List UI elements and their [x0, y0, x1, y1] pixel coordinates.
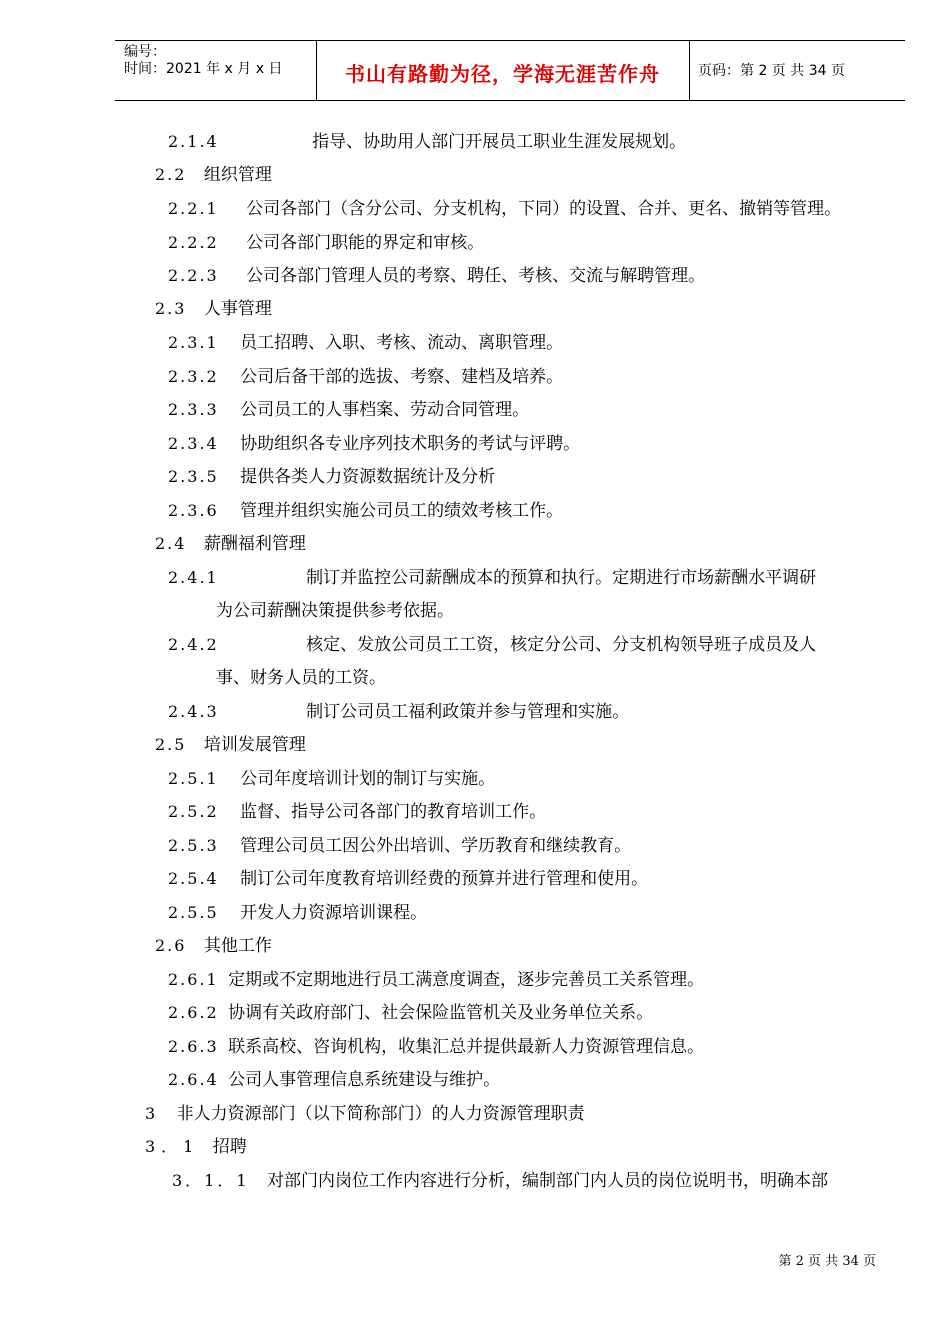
list-item: [168, 835, 631, 857]
item-text: 招聘: [212, 1137, 247, 1157]
item-number: 2.1.4: [168, 132, 219, 151]
section-heading: [145, 1136, 247, 1158]
item-text: 公司年度培训计划的制订与实施。: [240, 769, 496, 789]
item-text: 定期或不定期地进行员工满意度调查，逐步完善员工关系管理。: [228, 970, 705, 990]
list-item: [168, 399, 529, 421]
list-item: [168, 366, 563, 388]
list-item: [168, 902, 427, 924]
item-text: 管理并组织实施公司员工的绩效考核工作。: [240, 501, 564, 521]
item-number: 2.2.2: [168, 233, 219, 252]
section-heading: [155, 298, 272, 320]
item-number: 2.4.1: [168, 568, 219, 587]
list-item: [168, 567, 816, 589]
item-number: 2.5.3: [168, 836, 219, 855]
list-item: [168, 131, 686, 153]
item-number: 2.5.2: [168, 802, 219, 821]
item-number: 2.3.5: [168, 467, 219, 486]
item-text: 联系高校、咨询机构，收集汇总并提供最新人力资源管理信息。: [228, 1037, 705, 1057]
item-number: 2.5: [155, 735, 187, 754]
item-number: 2.2: [155, 165, 187, 184]
list-item-continuation: [216, 600, 454, 622]
item-number: 3．1: [145, 1137, 200, 1156]
item-text: 公司员工的人事档案、劳动合同管理。: [240, 400, 530, 420]
item-number: 2.6.1: [168, 970, 219, 989]
list-item: [172, 1170, 828, 1192]
list-item: [168, 701, 629, 723]
item-number: 2.6.3: [168, 1037, 219, 1056]
item-text: 事、财务人员的工资。: [216, 668, 386, 688]
list-item: [168, 265, 705, 287]
list-item-continuation: [216, 667, 386, 689]
item-number: 2.3.2: [168, 367, 219, 386]
list-item: [168, 868, 648, 890]
item-number: 2.5.1: [168, 769, 219, 788]
item-text: 制订公司年度教育培训经费的预算并进行管理和使用。: [240, 869, 649, 889]
header-motto: 书山有路勤为径，学海无涯苦作舟: [345, 62, 660, 86]
list-item: [168, 232, 484, 254]
item-number: 3．1．1: [172, 1171, 250, 1190]
item-text: 管理公司员工因公外出培训、学历教育和继续教育。: [240, 836, 632, 856]
section-heading: [155, 935, 272, 957]
header-page-info: 页码：第 2 页 共 34 页: [698, 63, 845, 79]
header-bottom-rule: [115, 100, 905, 101]
item-text: 公司后备干部的选拔、考察、建档及培养。: [240, 367, 564, 387]
item-text: 培训发展管理: [203, 735, 306, 755]
doc-number-label: 编号：: [124, 44, 166, 60]
doc-time-label: 时间：2021 年 x 月 x 日: [124, 61, 283, 77]
chapter-heading: [145, 1103, 585, 1125]
item-number: 2.3.1: [168, 333, 219, 352]
item-text: 公司各部门职能的界定和审核。: [246, 233, 485, 253]
list-item: [168, 634, 816, 656]
item-text: 公司人事管理信息系统建设与维护。: [228, 1070, 501, 1090]
item-number: 2.5.5: [168, 903, 219, 922]
item-number: 2.3.6: [168, 501, 219, 520]
list-item: [168, 500, 563, 522]
item-text: 非人力资源部门（以下简称部门）的人力资源管理职责: [176, 1104, 585, 1124]
list-item: [168, 332, 563, 354]
item-text: 薪酬福利管理: [203, 534, 306, 554]
item-text: 其他工作: [203, 936, 272, 956]
item-number: 2.4.2: [168, 635, 219, 654]
item-number: 2.2.3: [168, 266, 219, 285]
item-text: 指导、协助用人部门开展员工职业生涯发展规划。: [312, 132, 687, 152]
item-number: 2.6.4: [168, 1070, 219, 1089]
item-text: 组织管理: [203, 165, 272, 185]
list-item: [168, 1002, 653, 1024]
list-item: [168, 1069, 500, 1091]
item-text: 开发人力资源培训课程。: [240, 903, 428, 923]
item-number: 2.4: [155, 534, 187, 553]
item-number: 2.6: [155, 936, 187, 955]
list-item: [168, 969, 704, 991]
list-item: [168, 198, 841, 220]
list-item: [168, 466, 495, 488]
item-text: 制订公司员工福利政策并参与管理和实施。: [306, 702, 630, 722]
item-text: 公司各部门管理人员的考察、聘任、考核、交流与解聘管理。: [246, 266, 706, 286]
item-number: 3: [145, 1104, 158, 1123]
item-number: 2.4.3: [168, 702, 219, 721]
section-heading: [155, 734, 306, 756]
item-text: 协助组织各专业序列技术职务的考试与评聘。: [240, 434, 581, 454]
item-number: 2.2.1: [168, 199, 219, 218]
item-text: 制订并监控公司薪酬成本的预算和执行。定期进行市场薪酬水平调研: [306, 568, 817, 588]
item-text: 监督、指导公司各部门的教育培训工作。: [240, 802, 547, 822]
page-footer: 第 2 页 共 34 页: [778, 1254, 876, 1269]
list-item: [168, 801, 546, 823]
item-number: 2.3.3: [168, 400, 219, 419]
item-text: 公司各部门（含分公司、分支机构，下同）的设置、合并、更名、撤销等管理。: [246, 199, 842, 219]
item-number: 2.3.4: [168, 434, 219, 453]
item-number: 2.3: [155, 299, 187, 318]
list-item: [168, 433, 580, 455]
section-heading: [155, 164, 272, 186]
item-text: 对部门内岗位工作内容进行分析，编制部门内人员的岗位说明书，明确本部: [266, 1171, 828, 1191]
item-text: 核定、发放公司员工工资，核定分公司、分支机构领导班子成员及人: [306, 635, 817, 655]
item-text: 人事管理: [203, 299, 272, 319]
item-text: 提供各类人力资源数据统计及分析: [240, 467, 496, 487]
header-meta: [124, 44, 282, 78]
header-divider: [689, 40, 690, 101]
section-heading: [155, 533, 306, 555]
item-text: 为公司薪酬决策提供参考依据。: [216, 601, 454, 621]
item-text: 员工招聘、入职、考核、流动、离职管理。: [240, 333, 564, 353]
list-item: [168, 1036, 704, 1058]
item-text: 协调有关政府部门、社会保险监管机关及业务单位关系。: [228, 1003, 654, 1023]
list-item: [168, 768, 495, 790]
header-top-rule: [115, 40, 905, 41]
item-number: 2.5.4: [168, 869, 219, 888]
item-number: 2.6.2: [168, 1003, 219, 1022]
